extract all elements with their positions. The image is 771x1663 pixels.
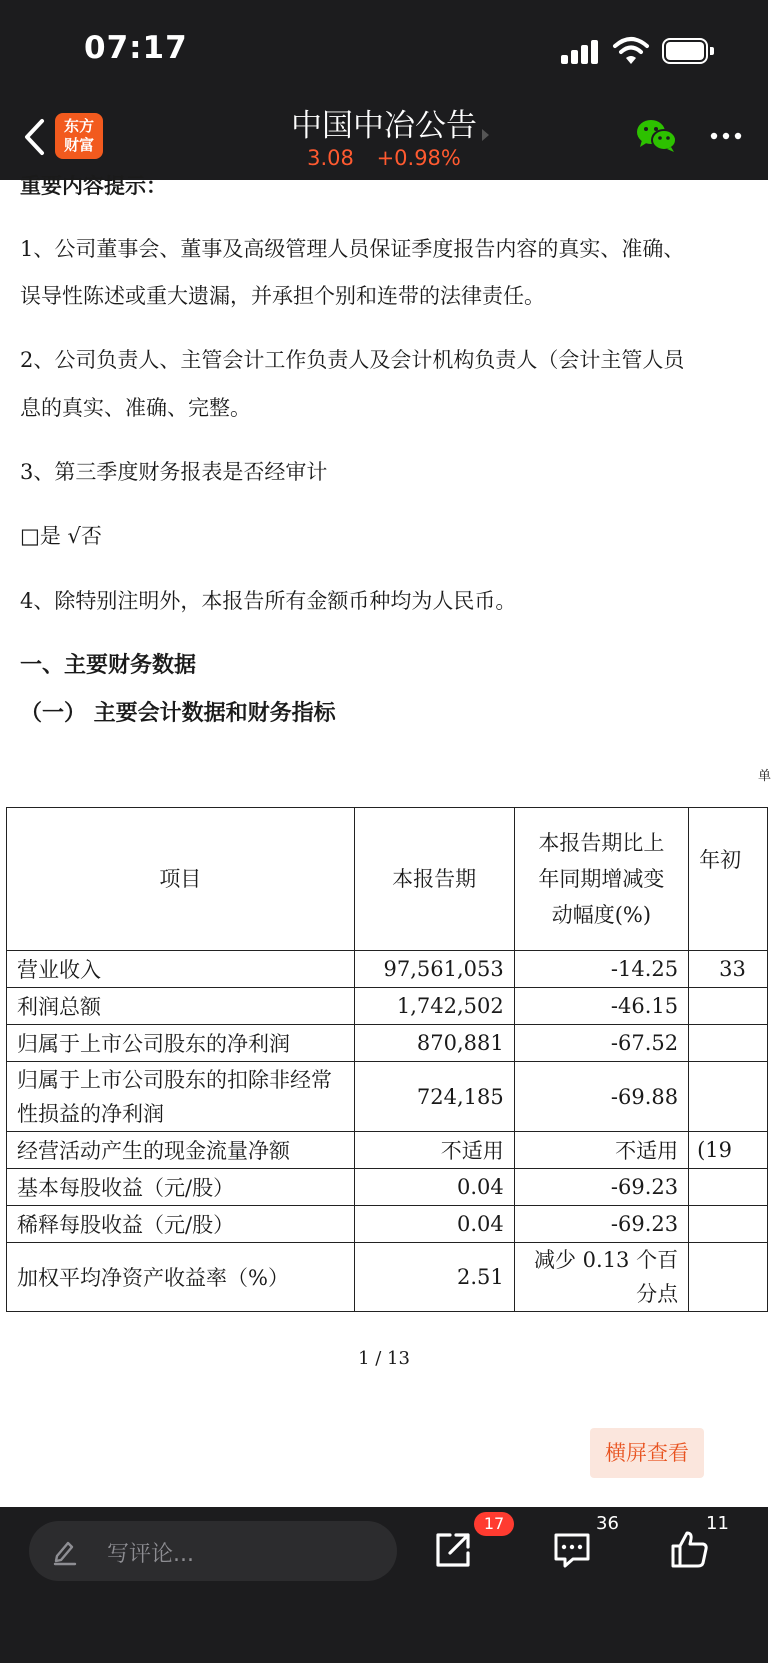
doc-item-1: 1、公司董事会、董事及高级管理人员保证季度报告内容的真实、准确、 [20, 237, 685, 261]
col-header-ytd: 年初 [689, 808, 768, 951]
row-ytd: (19 [689, 1132, 768, 1169]
battery-icon [662, 38, 714, 64]
table-row [7, 1132, 768, 1169]
audit-checkbox-line: □是 √否 [20, 524, 102, 548]
landscape-view-button[interactable]: 横屏查看 [590, 1428, 704, 1478]
logo-line-1: 东方 [63, 117, 94, 135]
row-ytd [689, 1243, 768, 1312]
row-change: -69.23 [514, 1206, 688, 1243]
row-current: 0.04 [354, 1206, 514, 1243]
thumbs-up-icon[interactable] [670, 1529, 710, 1569]
table-row [7, 1025, 768, 1062]
subsection-heading: （一） 主要会计数据和财务指标 [20, 700, 336, 726]
top-bar [0, 0, 768, 180]
row-current: 2.51 [354, 1243, 514, 1312]
share-count-badge: 17 [474, 1512, 514, 1536]
table-row [7, 1169, 768, 1206]
row-item: 经营活动产生的现金流量净额 [7, 1132, 355, 1169]
comment-input[interactable] [29, 1521, 397, 1581]
share-icon[interactable] [434, 1531, 472, 1569]
doc-heading: 重要内容提示： [20, 173, 167, 198]
row-current: 97,561,053 [354, 951, 514, 988]
comment-icon[interactable] [553, 1531, 591, 1569]
stock-change: +0.98% [376, 146, 461, 170]
row-current: 不适用 [354, 1132, 514, 1169]
wechat-share-icon[interactable] [636, 118, 678, 154]
doc-item-4: 4、除特别注明外，本报告所有金额币种均为人民币。 [20, 589, 517, 613]
table-row [7, 1062, 768, 1132]
doc-item-1-cont: 误导性陈述或重大遗漏，并承担个别和连带的法律责任。 [20, 284, 545, 308]
col-header-change: 本报告期比上年同期增减变动幅度(%) [514, 808, 688, 951]
row-current: 870,881 [354, 1025, 514, 1062]
comment-placeholder: 写评论... [107, 1542, 194, 1567]
table-row [7, 988, 768, 1025]
like-count: 11 [706, 1513, 729, 1534]
logo-line-2: 财富 [63, 136, 94, 154]
row-ytd [689, 1169, 768, 1206]
row-ytd [689, 988, 768, 1025]
table-row [7, 951, 768, 988]
quote-arrow-icon [481, 128, 491, 142]
row-change: -67.52 [514, 1025, 688, 1062]
row-change: -69.88 [514, 1062, 688, 1132]
row-item: 营业收入 [7, 951, 355, 988]
row-item: 加权平均净资产收益率（%） [7, 1243, 355, 1312]
stock-price: 3.08 [307, 146, 354, 170]
row-change: -69.23 [514, 1169, 688, 1206]
row-change: 不适用 [514, 1132, 688, 1169]
row-item: 基本每股收益（元/股） [7, 1169, 355, 1206]
row-item: 归属于上市公司股东的扣除非经常性损益的净利润 [7, 1062, 355, 1132]
financial-data-table [6, 807, 768, 1312]
row-change: -14.25 [514, 951, 688, 988]
row-current: 724,185 [354, 1062, 514, 1132]
doc-item-2-cont: 息的真实、准确、完整。 [20, 396, 251, 420]
announcement-document[interactable] [0, 173, 771, 1507]
row-current: 0.04 [354, 1169, 514, 1206]
page-title: 中国中冶公告 [291, 108, 477, 144]
row-ytd [689, 1206, 768, 1243]
col-header-current: 本报告期 [354, 808, 514, 951]
comment-count: 36 [596, 1513, 619, 1534]
doc-item-3: 3、第三季度财务报表是否经审计 [20, 460, 328, 484]
col-header-item: 项目 [7, 808, 355, 951]
pencil-icon [53, 1539, 77, 1565]
more-options-icon[interactable] [710, 126, 742, 146]
table-row [7, 1206, 768, 1243]
row-change: 减少 0.13 个百分点 [514, 1243, 688, 1312]
row-ytd [689, 1062, 768, 1132]
row-item: 利润总额 [7, 988, 355, 1025]
row-ytd: 33 [689, 951, 768, 988]
unit-label-fragment: 单 [758, 769, 771, 784]
row-change: -46.15 [514, 988, 688, 1025]
row-item: 稀释每股收益（元/股） [7, 1206, 355, 1243]
cellular-signal-icon [561, 40, 601, 64]
section-heading: 一、主要财务数据 [20, 652, 197, 678]
doc-item-2: 2、公司负责人、主管会计工作负责人及会计机构负责人（会计主管人员 [20, 348, 685, 372]
row-item: 归属于上市公司股东的净利润 [7, 1025, 355, 1062]
status-time: 07:17 [84, 30, 188, 66]
table-header-row [7, 808, 768, 951]
page-indicator: 1 / 13 [358, 1348, 410, 1369]
row-current: 1,742,502 [354, 988, 514, 1025]
wifi-icon [613, 36, 649, 66]
row-ytd [689, 1025, 768, 1062]
bottom-action-bar [0, 1507, 768, 1663]
table-row [7, 1243, 768, 1312]
